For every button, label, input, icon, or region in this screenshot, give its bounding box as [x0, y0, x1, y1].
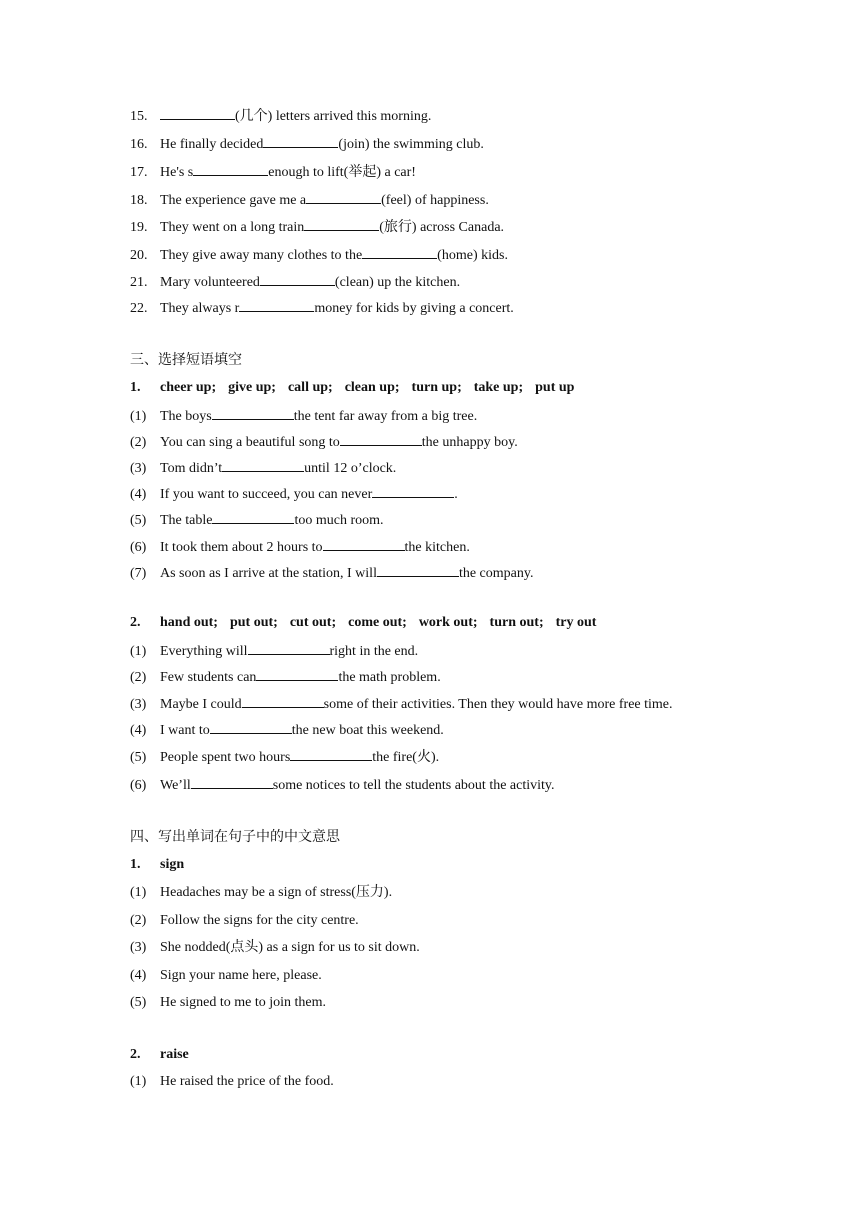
answer-blank[interactable] — [248, 640, 330, 655]
section-heading-3: 三、选择短语填空 — [130, 352, 242, 368]
s3g1-item-6: (6) It took them about 2 hours to the kitchen. — [130, 536, 470, 557]
word-heading-raise: 2. raise — [130, 1047, 189, 1062]
question-17: 17. He's s enough to lift(举起) a car! — [130, 161, 416, 182]
s4g2-item-1: (1) He raised the price of the food. — [130, 1074, 334, 1089]
s4g1-item-1: (1) Headaches may be a sign of stress(压力). — [130, 885, 393, 900]
question-16: 16. He finally decided (join) the swimming club. — [130, 133, 484, 154]
answer-blank[interactable] — [242, 693, 324, 708]
phrase-options-2: 2. hand out; put out; cut out; come out; work out; turn out; try out — [130, 615, 597, 630]
answer-blank[interactable] — [290, 746, 372, 761]
s3g1-item-2: (2) You can sing a beautiful song to the unhappy boy. — [130, 431, 518, 452]
answer-blank[interactable] — [340, 431, 422, 446]
answer-blank[interactable] — [191, 774, 273, 789]
answer-blank[interactable] — [263, 133, 338, 148]
answer-blank[interactable] — [222, 457, 304, 472]
answer-blank[interactable] — [210, 719, 292, 734]
answer-blank[interactable] — [306, 189, 381, 204]
question-21: 21. Mary volunteered (clean) up the kitchen. — [130, 271, 460, 292]
answer-blank[interactable] — [304, 216, 379, 231]
answer-blank[interactable] — [323, 536, 405, 551]
answer-blank[interactable] — [193, 161, 268, 176]
s4g1-item-2: (2) Follow the signs for the city centre. — [130, 913, 359, 928]
s4g1-item-4: (4) Sign your name here, please. — [130, 968, 322, 983]
question-15: 15. (几个) letters arrived this morning. — [130, 105, 431, 126]
s3g1-item-5: (5) The table too much room. — [130, 509, 384, 530]
s4g1-item-3: (3) She nodded(点头) as a sign for us to sit down. — [130, 940, 420, 955]
answer-blank[interactable] — [377, 562, 459, 577]
s3g2-item-4: (4) I want to the new boat this weekend. — [130, 719, 444, 740]
word-heading-sign: 1. sign — [130, 857, 185, 872]
question-22: 22. They always r money for kids by giving a concert. — [130, 297, 514, 318]
phrase-options-1: 1. cheer up; give up; call up; clean up; turn up; take up; put up — [130, 380, 575, 395]
s3g2-item-3: (3) Maybe I could some of their activities. Then they would have more free time. — [130, 693, 673, 714]
s4g1-item-5: (5) He signed to me to join them. — [130, 995, 327, 1010]
s3g2-item-2: (2) Few students can the math problem. — [130, 666, 441, 687]
answer-blank[interactable] — [256, 666, 338, 681]
answer-blank[interactable] — [239, 297, 314, 312]
answer-blank[interactable] — [212, 509, 294, 524]
s3g2-item-6: (6) We’ll some notices to tell the students about the activity. — [130, 774, 555, 795]
s3g1-item-4: (4) If you want to succeed, you can never . — [130, 483, 458, 504]
s3g1-item-3: (3) Tom didn’t until 12 o’clock. — [130, 457, 396, 478]
question-18: 18. The experience gave me a (feel) of happiness. — [130, 189, 489, 210]
answer-blank[interactable] — [372, 483, 454, 498]
answer-blank[interactable] — [260, 271, 335, 286]
answer-blank[interactable] — [160, 105, 235, 120]
s3g1-item-1: (1) The boys the tent far away from a big tree. — [130, 405, 477, 426]
s3g2-item-5: (5) People spent two hours the fire(火). — [130, 746, 439, 767]
s3g1-item-7: (7) As soon as I arrive at the station, I will the company. — [130, 562, 533, 583]
answer-blank[interactable] — [212, 405, 294, 420]
question-20: 20. They give away many clothes to the (home) kids. — [130, 244, 508, 265]
answer-blank[interactable] — [362, 244, 437, 259]
section-heading-4: 四、写出单词在句子中的中文意思 — [130, 829, 340, 845]
question-19: 19. They went on a long train (旅行) across Canada. — [130, 216, 504, 237]
s3g2-item-1: (1) Everything will right in the end. — [130, 640, 418, 661]
